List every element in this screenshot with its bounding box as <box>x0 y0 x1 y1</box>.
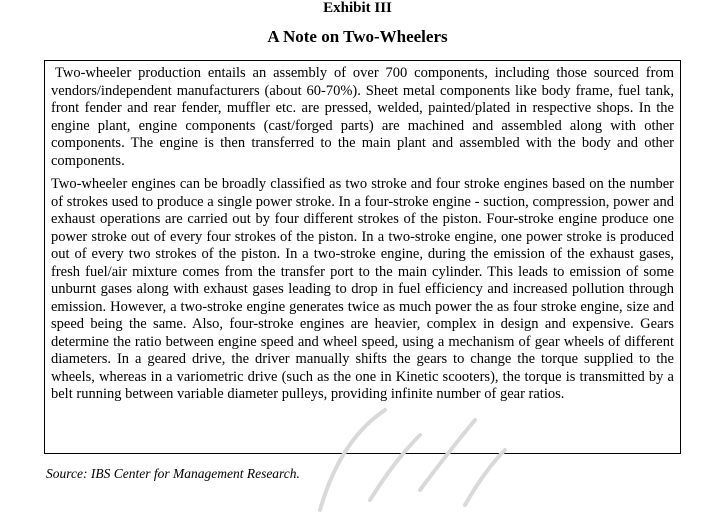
note-box <box>44 60 681 454</box>
watermark-stroke <box>465 450 505 505</box>
source-line: Source: IBS Center for Management Research. <box>46 466 300 481</box>
note-paragraph-engines: Two-wheeler engines can be broadly classified as two stroke and four stroke engines based on the number of strokes used to produce a single power stroke. In a four-stroke engine - suction, compression, power and exhaust operations are carried out by four different strokes of the piston. Four-stroke engine produce one power stroke out of every four strokes of the piston. In a two-stroke engine, one power stroke is produced out of every two strokes of the piston. In a two-stroke engine, during the emission of the exhaust gases, fresh fuel/air mixture comes from the transfer port to the main cylinder. This leads to emission of some unburnt gases along with exhaust gases leading to drop in fuel efficiency and increased pollution through emission. However, a two-stroke engine generates twice as much power the as four stroke engine, size and speed being the same. Also, four-stroke engines are heavier, complex in design and expensive. Gears determine the ratio between engine speed and wheel speed, using a mechanism of gear wheels of different diameters. In a geared drive, the driver manually shifts the gears to change the torque supplied to the wheels, whereas in a variometric drive (such as the one in Kinetic scooters), the torque is transmitted by a belt running between variable diameter pulleys, providing infinite number of gear ratios. <box>51 176 674 402</box>
note-paragraph-production: Two-wheeler production entails an assembly of over 700 components, including those sourced from vendors/independent manufacturers (about 60-70%). Sheet metal components like body frame, fuel tank, front fender and rear fender, muffler etc. are pressed, welded, painted/plated in respective shops. In the engine plant, engine components (cast/forged parts) are machined and assembled along with other components. The engine is then transferred to the main plant and assembled with the body and other components. <box>51 65 674 169</box>
exhibit-label: Exhibit III <box>323 0 392 16</box>
exhibit-title: A Note on Two-Wheelers <box>267 27 448 46</box>
